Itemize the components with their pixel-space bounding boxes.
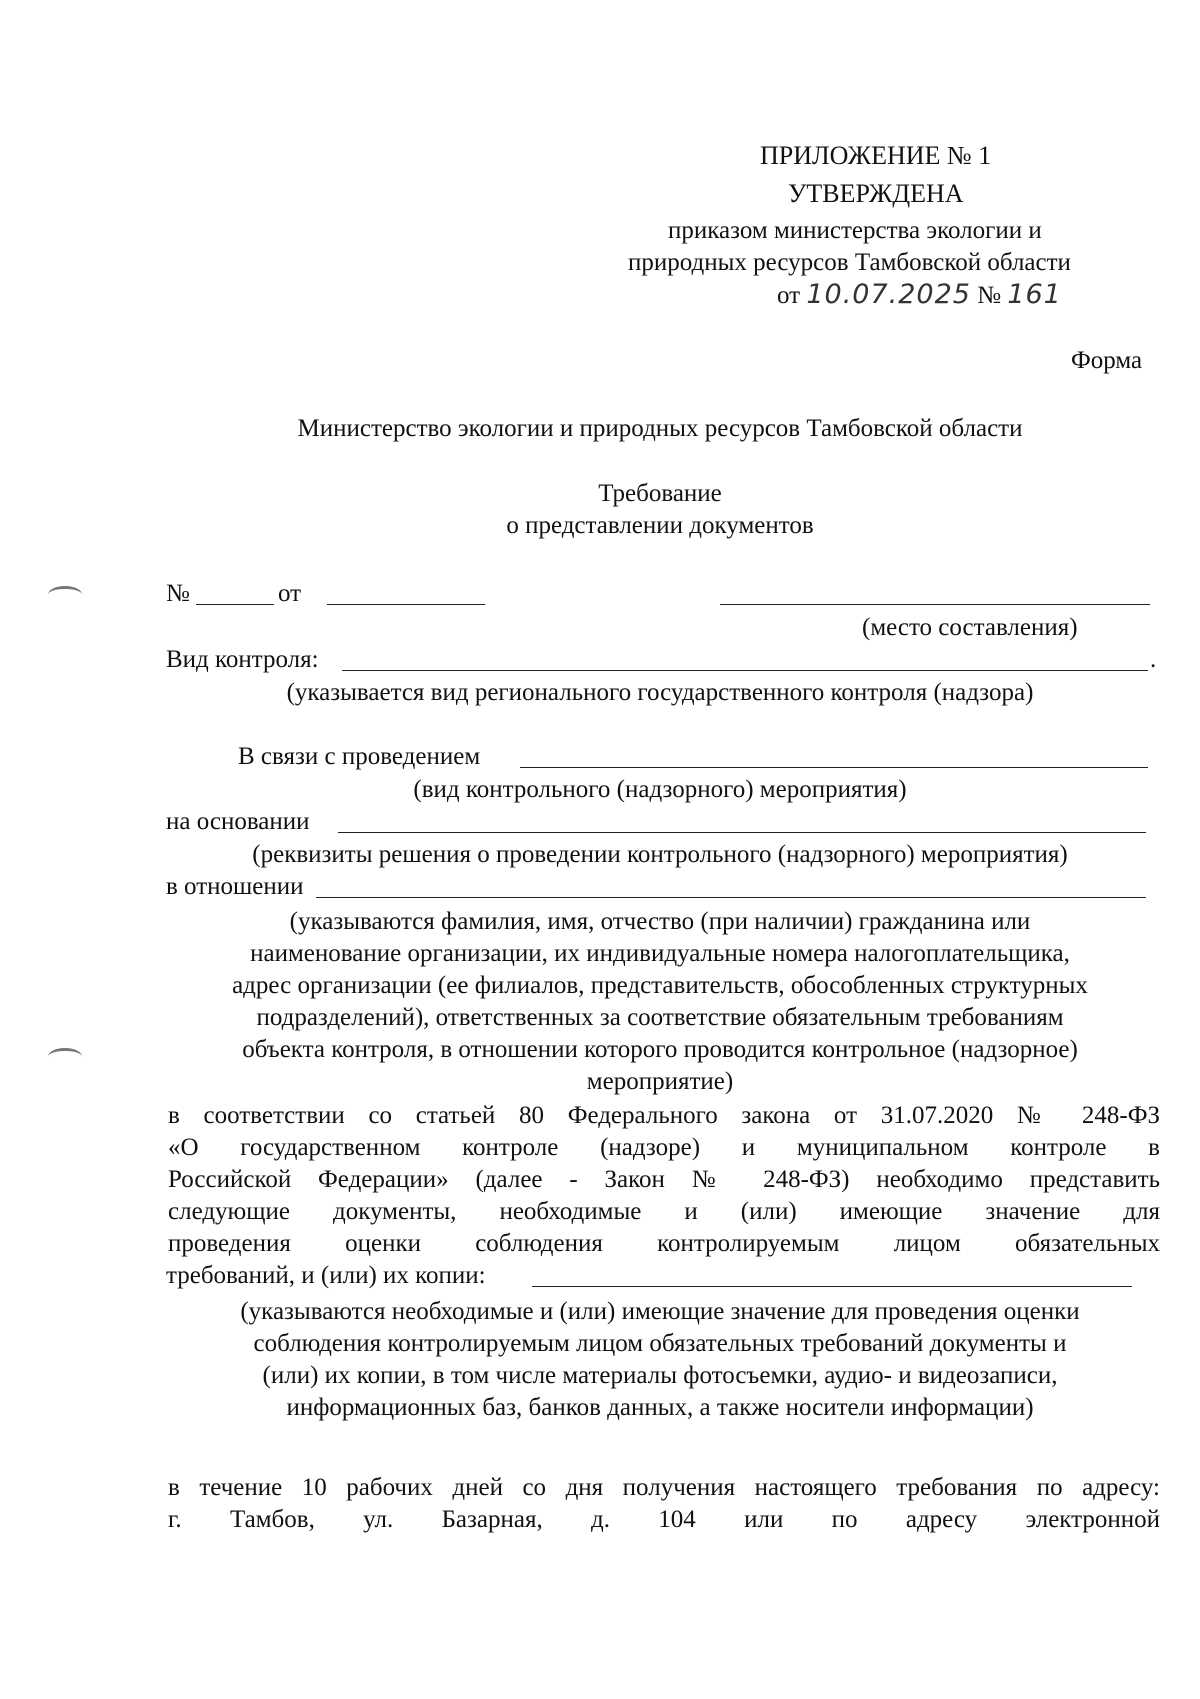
regarding-hint-line: мероприятие) — [586, 1068, 734, 1095]
from-label: от — [278, 580, 302, 607]
control-type-hint: (указывается вид регионального государственного контроля (надзора) — [286, 679, 1034, 706]
regarding-hint-line: подразделений), ответственных за соответствие обязательным требованиям — [256, 1004, 1064, 1031]
body-line: «О государственном контроле (надзоре) и муниципальном контроле в — [168, 1134, 1160, 1161]
document-subtitle: о представлении документов — [506, 512, 814, 539]
body-last-line: требований, и (или) их копии: — [166, 1262, 486, 1289]
documents-blank — [532, 1286, 1132, 1287]
order-line-2: природных ресурсов Тамбовской области — [628, 249, 1071, 276]
margin-mark — [48, 586, 82, 603]
date-blank — [327, 604, 485, 605]
deadline-line: в течение 10 рабочих дней со дня получения настоящего требования по адресу: — [168, 1474, 1160, 1501]
place-blank — [720, 604, 1150, 605]
document-title: Требование — [598, 480, 722, 507]
handwritten-number: 161 — [1007, 279, 1062, 310]
order-line-1: приказом министерства экологии и — [668, 217, 1042, 244]
date-prefix: от — [777, 282, 801, 309]
regarding-hint-line: наименование организации, их индивидуальные номера налогоплательщика, — [250, 940, 1070, 967]
body-line: проведения оценки соблюдения контролируемым лицом обязательных — [168, 1230, 1160, 1257]
control-type-dot: . — [1150, 646, 1157, 673]
control-type-blank — [342, 670, 1148, 671]
approved-title: УТВЕРЖДЕНА — [788, 179, 964, 208]
number-label: № — [166, 580, 190, 607]
regarding-hint-line: адрес организации (ее филиалов, представительств, обособленных структурных — [232, 972, 1088, 999]
event-blank — [520, 767, 1148, 768]
form-label: Форма — [1071, 347, 1143, 374]
regarding-hint-line: (указываются фамилия, имя, отчество (при наличии) гражданина или — [289, 908, 1031, 935]
order-date-line — [777, 279, 1062, 312]
ministry-name: Министерство экологии и природных ресурсов Тамбовской области — [297, 415, 1023, 442]
documents-hint-line: (указываются необходимые и (или) имеющие значение для проведения оценки — [240, 1298, 1080, 1325]
body-line: следующие документы, необходимые и (или) имеющие значение для — [168, 1198, 1160, 1225]
body-line: в соответствии со статьей 80 Федерального закона от 31.07.2020 № 248-ФЗ — [168, 1102, 1160, 1129]
regarding-hint-line: объекта контроля, в отношении которого проводится контрольное (надзорное) — [242, 1036, 1078, 1063]
documents-hint-line: информационных баз, банков данных, а также носители информации) — [286, 1394, 1034, 1421]
basis-label: на основании — [166, 808, 310, 835]
address-line: г. Тамбов, ул. Базарная, д. 104 или по адресу электронной — [168, 1506, 1160, 1533]
control-type-label: Вид контроля: — [166, 646, 319, 673]
regarding-label: в отношении — [166, 873, 304, 900]
number-blank — [196, 604, 274, 605]
place-hint: (место составления) — [862, 614, 1078, 641]
documents-hint-line: соблюдения контролируемым лицом обязательных требований документы и — [253, 1330, 1067, 1357]
regarding-blank — [316, 897, 1146, 898]
number-prefix: № — [977, 282, 1002, 309]
documents-hint-line: (или) их копии, в том числе материалы фотосъемки, аудио- и видеозаписи, — [262, 1362, 1058, 1389]
event-hint: (вид контрольного (надзорного) мероприятия) — [413, 776, 907, 803]
body-line: Российской Федерации» (далее - Закон № 248-ФЗ) необходимо представить — [168, 1166, 1160, 1193]
handwritten-date: 10.07.2025 — [806, 279, 971, 310]
in-connection-label: В связи с проведением — [238, 743, 481, 770]
appendix-title: ПРИЛОЖЕНИЕ № 1 — [760, 141, 992, 170]
basis-blank — [338, 832, 1146, 833]
basis-hint: (реквизиты решения о проведении контрольного (надзорного) мероприятия) — [252, 841, 1068, 868]
